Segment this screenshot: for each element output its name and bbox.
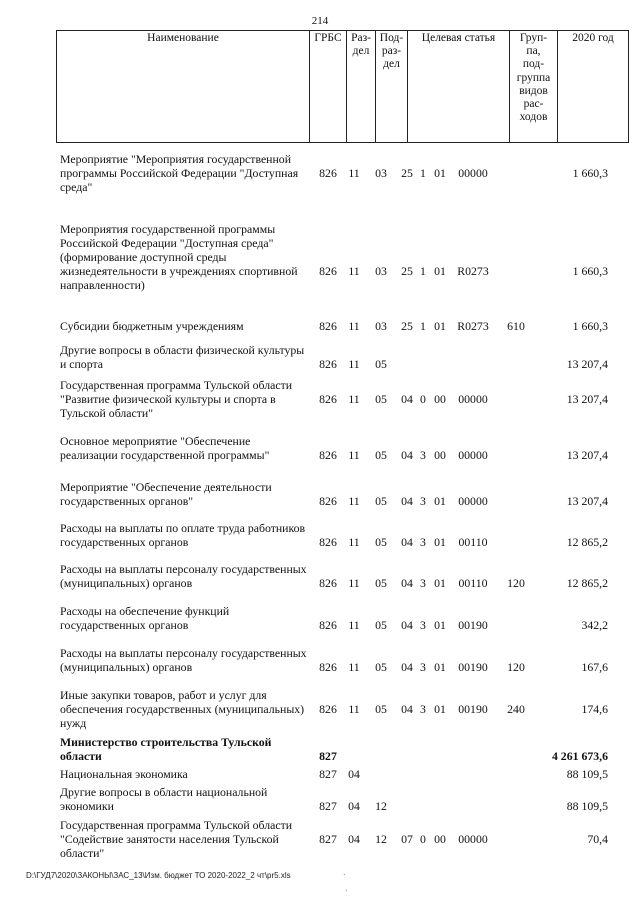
row-target-subprogram: 1 (420, 166, 426, 180)
row-amount: 174,6 (581, 702, 608, 716)
row-amount: 1 660,3 (572, 166, 608, 180)
row-amount: 167,6 (581, 660, 608, 674)
row-grbs: 826 (319, 660, 337, 674)
row-razdel: 04 (348, 799, 360, 813)
row-target-subprogram: 1 (420, 264, 426, 278)
header-name: Наименование (57, 31, 310, 143)
row-amount: 13 207,4 (566, 392, 608, 406)
row-amount: 13 207,4 (566, 448, 608, 462)
row-name: Министерство строительства Тульской области (60, 735, 272, 763)
row-amount: 342,2 (581, 618, 608, 632)
row-amount: 88 109,5 (566, 799, 608, 813)
row-grbs: 827 (319, 832, 337, 846)
header-vr-text: Груп- па, под- группа видов рас- ходов (516, 32, 551, 124)
row-name: Государственная программа Тульской области "Содействие занятости населения Тульской области" (60, 818, 293, 860)
row-grbs: 827 (319, 767, 337, 781)
row-target-direction: 00110 (458, 535, 488, 549)
row-name: Субсидии бюджетным учреждениям (60, 319, 244, 333)
row-grbs: 826 (319, 494, 337, 508)
row-name: Мероприятие "Обеспечение деятельности государственных органов" (60, 480, 272, 508)
row-target-subprogram: 3 (420, 494, 426, 508)
row-grbs: 826 (319, 319, 337, 333)
row-amount: 1 660,3 (572, 319, 608, 333)
row-name: Мероприятие "Мероприятия государственной программы Российской Федерации "Доступная среда" (60, 152, 299, 194)
row-grbs: 826 (319, 264, 337, 278)
row-podrazdel: 12 (375, 832, 387, 846)
row-razdel: 11 (348, 660, 360, 674)
row-target-program: 25 (401, 319, 413, 333)
row-target-direction: 00000 (458, 448, 488, 462)
row-target-subprogram: 3 (420, 576, 426, 590)
row-target-event: 01 (434, 576, 446, 590)
row-grbs: 827 (319, 799, 337, 813)
row-target-program: 04 (401, 535, 413, 549)
header-grbs: ГРБС (310, 31, 347, 143)
row-grbs: 826 (319, 448, 337, 462)
row-podrazdel: 03 (375, 166, 387, 180)
row-target-program: 04 (401, 576, 413, 590)
row-amount: 12 865,2 (566, 535, 608, 549)
row-target-subprogram: 3 (420, 702, 426, 716)
row-amount: 4 261 673,6 (551, 749, 608, 763)
row-razdel: 11 (348, 264, 360, 278)
row-target-event: 00 (434, 392, 446, 406)
row-podrazdel: 05 (375, 660, 387, 674)
table-header (56, 30, 629, 143)
scan-mark: ˴ (345, 885, 348, 894)
row-target-direction: R0273 (457, 264, 489, 278)
header-target: Целевая статья (408, 31, 510, 143)
row-name: Другие вопросы в области национальной экономики (60, 785, 268, 813)
header-podrazdel (376, 31, 408, 143)
row-target-event: 01 (434, 702, 446, 716)
row-podrazdel: 05 (375, 618, 387, 632)
row-name: Мероприятия государственной программы Российской Федерации "Доступная среда" (формирование доступной среды жизнедеятельности в учреждениях спортивной направленности) (60, 222, 298, 292)
row-amount: 88 109,5 (566, 767, 608, 781)
row-grbs: 826 (319, 392, 337, 406)
row-razdel: 11 (348, 618, 360, 632)
row-podrazdel: 03 (375, 319, 387, 333)
row-podrazdel: 05 (375, 702, 387, 716)
row-target-program: 04 (401, 702, 413, 716)
row-razdel: 11 (348, 576, 360, 590)
row-razdel: 11 (348, 392, 360, 406)
row-amount: 12 865,2 (566, 576, 608, 590)
row-name: Расходы на выплаты персоналу государственных (муниципальных) органов (60, 646, 307, 674)
row-target-direction: 00190 (458, 618, 488, 632)
row-target-event: 00 (434, 832, 446, 846)
footer-file-path: D:\ГУД7\2020\ЗАКОНЫ\ЗАС_13\Изм. бюджет ТО 2020-2022_2 чт\pr5.xls (26, 871, 291, 880)
row-target-program: 25 (401, 264, 413, 278)
row-amount: 1 660,3 (572, 264, 608, 278)
row-grbs: 827 (319, 749, 337, 763)
row-name: Расходы на выплаты по оплате труда работников государственных органов (60, 521, 306, 549)
row-razdel: 11 (348, 702, 360, 716)
row-target-event: 01 (434, 319, 446, 333)
row-razdel: 04 (348, 832, 360, 846)
row-target-subprogram: 3 (420, 448, 426, 462)
row-amount: 13 207,4 (566, 494, 608, 508)
row-podrazdel: 05 (375, 392, 387, 406)
row-target-event: 01 (434, 166, 446, 180)
row-target-program: 04 (401, 660, 413, 674)
row-target-event: 00 (434, 448, 446, 462)
row-grbs: 826 (319, 535, 337, 549)
row-grbs: 826 (319, 702, 337, 716)
row-grbs: 826 (319, 166, 337, 180)
row-target-direction: 00000 (458, 832, 488, 846)
row-target-direction: 00190 (458, 660, 488, 674)
row-amount: 70,4 (587, 832, 608, 846)
row-amount: 13 207,4 (566, 357, 608, 371)
header-podrazdel-text: Под- раз- дел (379, 32, 404, 71)
row-razdel: 11 (348, 357, 360, 371)
page-number: 214 (311, 15, 329, 27)
row-target-subprogram: 1 (420, 319, 426, 333)
header-razdel (347, 31, 376, 143)
row-target-program: 04 (401, 494, 413, 508)
row-name: Основное мероприятие "Обеспечение реализации государственной программы" (60, 434, 270, 462)
row-razdel: 04 (348, 767, 360, 781)
row-target-subprogram: 3 (420, 660, 426, 674)
row-target-program: 07 (401, 832, 413, 846)
scan-mark: ˎ (343, 866, 346, 875)
row-target-subprogram: 0 (420, 392, 426, 406)
row-razdel: 11 (348, 494, 360, 508)
row-target-program: 04 (401, 448, 413, 462)
row-podrazdel: 05 (375, 535, 387, 549)
row-name: Расходы на обеспечение функций государственных органов (60, 604, 230, 632)
row-razdel: 11 (348, 319, 360, 333)
row-razdel: 11 (348, 448, 360, 462)
row-podrazdel: 05 (375, 494, 387, 508)
row-target-subprogram: 3 (420, 535, 426, 549)
row-target-program: 04 (401, 392, 413, 406)
table-header-row (57, 31, 629, 143)
row-name: Государственная программа Тульской области "Развитие физической культуры и спорта в Тульской области" (60, 378, 293, 420)
row-target-direction: 00000 (458, 392, 488, 406)
row-name: Иные закупки товаров, работ и услуг для обеспечения государственных (муниципальных) нужд (60, 688, 305, 730)
row-name: Национальная экономика (60, 767, 188, 781)
row-podrazdel: 03 (375, 264, 387, 278)
row-target-event: 01 (434, 264, 446, 278)
row-name: Расходы на выплаты персоналу государственных (муниципальных) органов (60, 562, 307, 590)
row-target-direction: R0273 (457, 319, 489, 333)
row-target-direction: 00190 (458, 702, 488, 716)
row-target-event: 01 (434, 660, 446, 674)
row-expense-type: 120 (507, 660, 525, 674)
row-razdel: 11 (348, 535, 360, 549)
row-razdel: 11 (348, 166, 360, 180)
row-name: Другие вопросы в области физической культуры и спорта (60, 343, 305, 371)
row-expense-type: 610 (507, 319, 525, 333)
row-target-direction: 00000 (458, 166, 488, 180)
header-vr (510, 31, 558, 143)
row-expense-type: 240 (507, 702, 525, 716)
header-razdel-text: Раз- дел (351, 32, 371, 58)
row-target-event: 01 (434, 535, 446, 549)
row-target-direction: 00110 (458, 576, 488, 590)
row-target-program: 04 (401, 618, 413, 632)
row-target-program: 25 (401, 166, 413, 180)
row-target-event: 01 (434, 494, 446, 508)
row-grbs: 826 (319, 576, 337, 590)
row-podrazdel: 05 (375, 576, 387, 590)
row-expense-type: 120 (507, 576, 525, 590)
header-year: 2020 год (558, 31, 629, 143)
row-grbs: 826 (319, 618, 337, 632)
row-target-subprogram: 3 (420, 618, 426, 632)
row-target-direction: 00000 (458, 494, 488, 508)
row-podrazdel: 12 (375, 799, 387, 813)
row-podrazdel: 05 (375, 448, 387, 462)
row-target-event: 01 (434, 618, 446, 632)
row-grbs: 826 (319, 357, 337, 371)
row-target-subprogram: 0 (420, 832, 426, 846)
row-podrazdel: 05 (375, 357, 387, 371)
